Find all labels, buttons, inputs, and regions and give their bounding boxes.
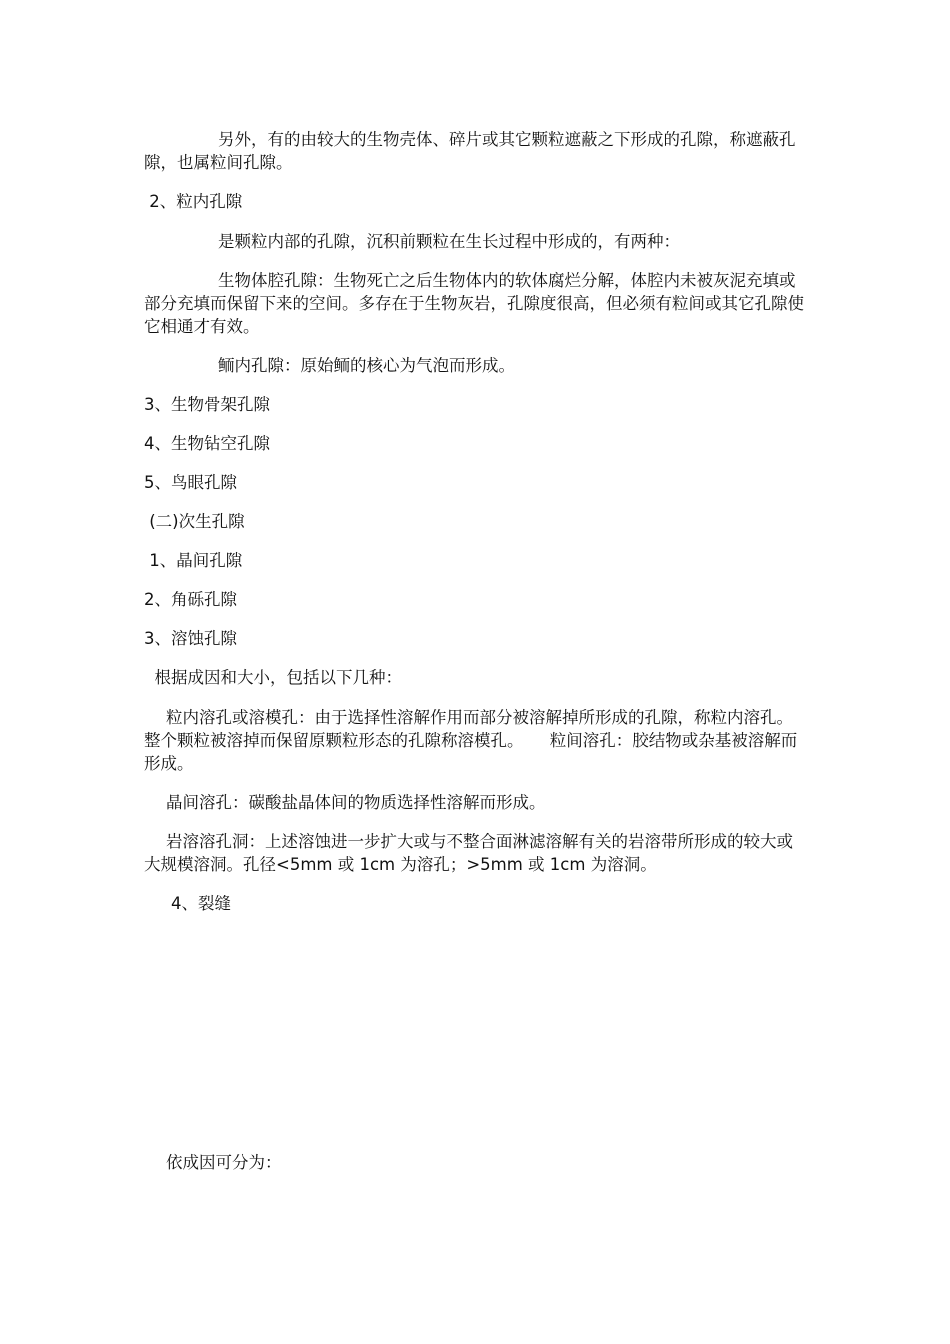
heading-secondary-pores: (二)次生孔隙: [144, 512, 245, 531]
paragraph-shielded-pores: 另外，有的由较大的生物壳体、碎片或其它颗粒遮蔽之下形成的孔隙，称遮蔽孔隙，也属粒间孔隙。: [144, 130, 796, 172]
paragraph-body-cavity-pores: 生物体腔孔隙：生物死亡之后生物体内的软体腐烂分解，体腔内未被灰泥充填或部分充填而保留下来的空间。多存在于生物灰岩，孔隙度很高，但必须有粒间或其它孔隙使它相通才有效。: [144, 271, 804, 336]
heading-boring-pores: 4、生物钻空孔隙: [144, 434, 270, 453]
heading-framework-pores: 3、生物骨架孔隙: [144, 395, 270, 414]
heading-intragranular-pores: 2、粒内孔隙: [144, 192, 243, 211]
paragraph-by-origin: 依成因可分为：: [166, 1153, 282, 1172]
heading-dissolution-pores: 3、溶蚀孔隙: [144, 629, 237, 648]
paragraph-karst-vugs: 岩溶溶孔洞：上述溶蚀进一步扩大或与不整合面淋滤溶解有关的岩溶带所形成的较大或大规模溶洞。孔径<5mm 或 1cm 为溶孔；>5mm 或 1cm 为溶洞。: [144, 832, 793, 874]
paragraph-oolite-pores: 鲕内孔隙：原始鲕的核心为气泡而形成。: [218, 356, 515, 375]
heading-intercrystalline-pores: 1、晶间孔隙: [144, 551, 243, 570]
heading-breccia-pores: 2、角砾孔隙: [144, 590, 237, 609]
paragraph-intragranular-intro: 是颗粒内部的孔隙，沉积前颗粒在生长过程中形成的，有两种：: [218, 232, 680, 251]
paragraph-moldic-pores: 粒内溶孔或溶模孔：由于选择性溶解作用而部分被溶解掉所形成的孔隙，称粒内溶孔。整个颗粒被溶掉而保留原颗粒形态的孔隙称溶模孔。 粒间溶孔：胶结物或杂基被溶解而形成。: [144, 708, 798, 773]
heading-birdseye-pores: 5、鸟眼孔隙: [144, 473, 237, 492]
paragraph-classification-intro: 根据成因和大小，包括以下几种：: [144, 668, 402, 687]
heading-fractures: 4、裂缝: [171, 894, 231, 913]
paragraph-intercrystal-dissolution: 晶间溶孔：碳酸盐晶体间的物质选择性溶解而形成。: [166, 793, 546, 812]
